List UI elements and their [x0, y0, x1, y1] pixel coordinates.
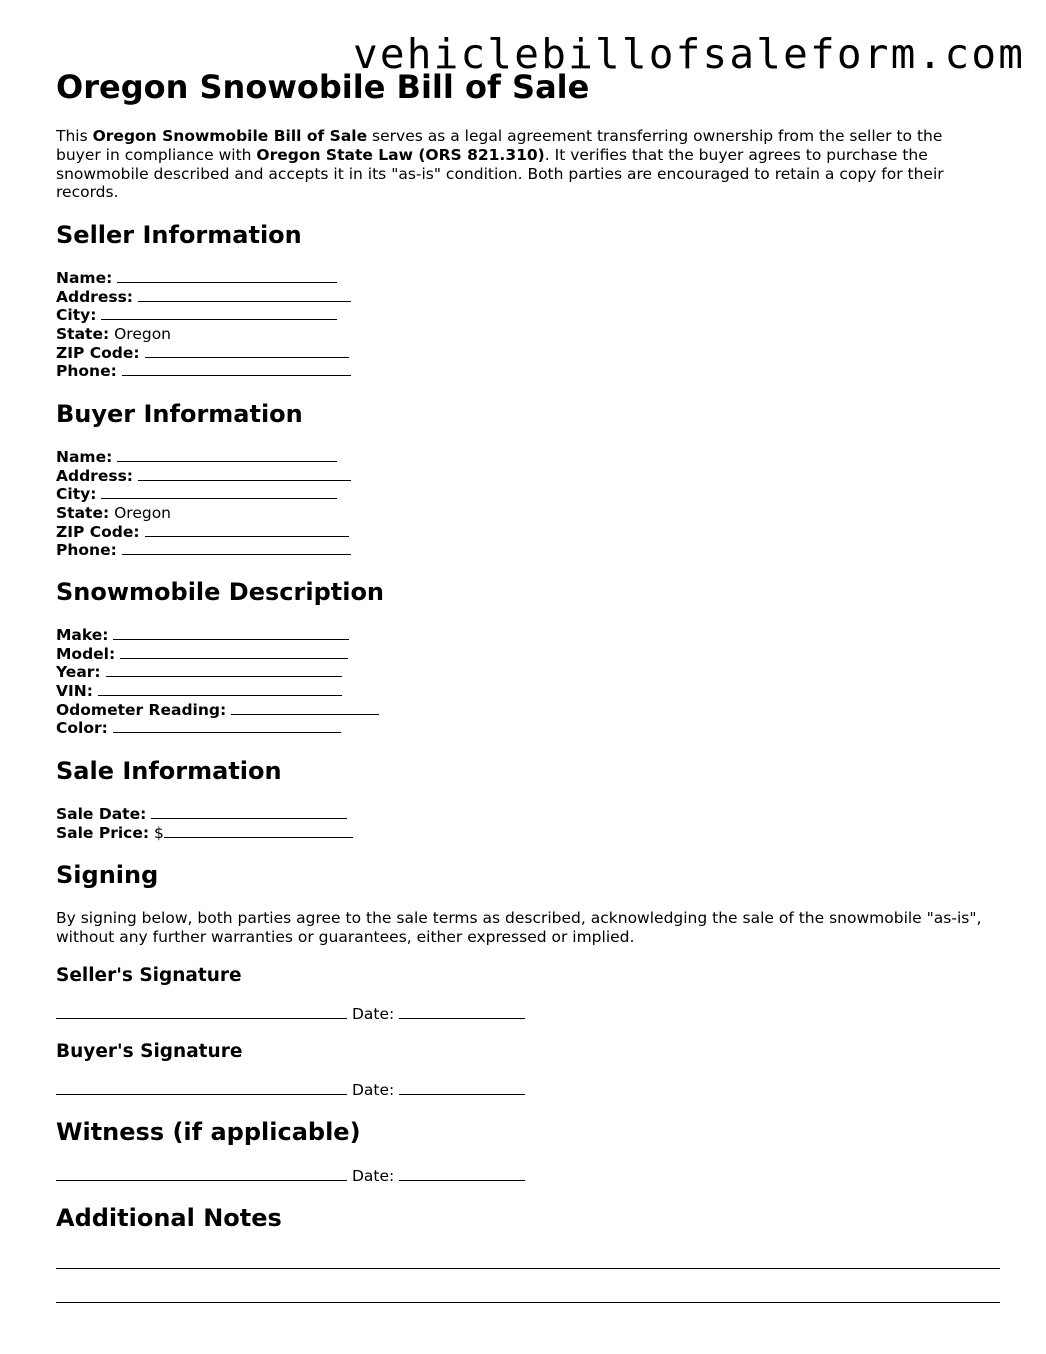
- make-field[interactable]: [113, 626, 349, 640]
- field-label: Make:: [56, 626, 109, 644]
- buyer-signature-heading: Buyer's Signature: [56, 1041, 243, 1062]
- color-row: [56, 719, 379, 738]
- field-label: City:: [56, 306, 97, 325]
- watermark: vehiclebillofsaleform.com: [353, 30, 1026, 78]
- field-label: Phone:: [56, 362, 117, 381]
- currency-symbol: $: [154, 823, 164, 842]
- model-field[interactable]: [120, 645, 348, 659]
- seller-fields: [56, 269, 351, 381]
- witness-date-field[interactable]: [399, 1166, 525, 1181]
- buyer-state-value: Oregon: [114, 504, 172, 523]
- vin-field[interactable]: [98, 682, 342, 696]
- seller-phone-field[interactable]: [122, 362, 351, 376]
- buyer-name-row: [56, 448, 351, 467]
- field-label: Name:: [56, 448, 113, 466]
- seller-date-field[interactable]: [399, 1004, 525, 1019]
- buyer-signature-row: [56, 1080, 525, 1100]
- sale-price-row: [56, 824, 353, 843]
- intro-bold-form-name: Oregon Snowmobile Bill of Sale: [92, 127, 368, 145]
- buyer-city-field[interactable]: [101, 485, 337, 499]
- sale-date-field[interactable]: [151, 805, 347, 819]
- color-field[interactable]: [113, 719, 341, 733]
- odometer-field[interactable]: [231, 701, 379, 715]
- description-heading: Snowmobile Description: [56, 578, 385, 606]
- field-label: State:: [56, 325, 110, 344]
- odometer-row: [56, 701, 379, 720]
- buyer-name-field[interactable]: [117, 448, 337, 462]
- year-row: [56, 663, 379, 682]
- field-label: Year:: [56, 663, 101, 682]
- year-field[interactable]: [106, 663, 342, 677]
- sale-heading: Sale Information: [56, 757, 282, 785]
- vin-row: [56, 682, 379, 701]
- buyer-phone-row: [56, 541, 351, 560]
- buyer-zip-field[interactable]: [145, 523, 349, 537]
- buyer-zip-row: [56, 523, 351, 542]
- sale-price-field[interactable]: [164, 824, 353, 838]
- field-label: State:: [56, 504, 110, 523]
- seller-state-value: Oregon: [114, 325, 172, 344]
- seller-signature-row: [56, 1004, 525, 1024]
- intro-text: This: [56, 127, 93, 145]
- intro-paragraph: [56, 127, 986, 202]
- seller-city-field[interactable]: [101, 306, 337, 320]
- seller-heading: Seller Information: [56, 221, 302, 249]
- field-label: ZIP Code:: [56, 343, 140, 362]
- intro-text: . It verifies that the buyer agrees to purchase the snowmobile described and accepts it in its "as-is" condition. Both parties are encouraged to retain a copy for their records.: [56, 145, 944, 202]
- buyer-date-field[interactable]: [399, 1080, 525, 1095]
- buyer-phone-field[interactable]: [122, 541, 351, 555]
- notes-line-2[interactable]: [56, 1302, 1000, 1303]
- seller-address-field[interactable]: [138, 288, 351, 302]
- seller-state-row: [56, 325, 351, 344]
- buyer-address-row: [56, 467, 351, 486]
- field-label: Name:: [56, 269, 113, 287]
- field-label: Model:: [56, 644, 116, 663]
- sale-fields: [56, 805, 353, 842]
- seller-zip-field[interactable]: [145, 344, 349, 358]
- make-row: [56, 626, 379, 645]
- date-label: Date:: [351, 1081, 395, 1099]
- seller-zip-row: [56, 344, 351, 363]
- seller-signature-line[interactable]: [56, 1004, 347, 1019]
- seller-signature-heading: Seller's Signature: [56, 965, 242, 986]
- seller-name-field[interactable]: [117, 269, 337, 283]
- buyer-fields: [56, 448, 351, 560]
- notes-line-1[interactable]: [56, 1268, 1000, 1269]
- seller-phone-row: [56, 362, 351, 381]
- buyer-city-row: [56, 485, 351, 504]
- model-row: [56, 645, 379, 664]
- buyer-address-field[interactable]: [138, 467, 351, 481]
- date-label: Date:: [351, 1005, 395, 1023]
- buyer-heading: Buyer Information: [56, 400, 303, 428]
- seller-address-row: [56, 288, 351, 307]
- field-label: VIN:: [56, 682, 93, 701]
- field-label: City:: [56, 485, 97, 504]
- notes-heading: Additional Notes: [56, 1204, 282, 1232]
- date-label: Date:: [351, 1167, 395, 1185]
- signing-heading: Signing: [56, 861, 159, 889]
- field-label: Color:: [56, 719, 108, 738]
- witness-signature-row: [56, 1166, 525, 1186]
- witness-heading: Witness (if applicable): [56, 1118, 361, 1146]
- page-title: Oregon Snowobile Bill of Sale: [56, 68, 590, 106]
- witness-signature-line[interactable]: [56, 1166, 347, 1181]
- buyer-state-row: [56, 504, 351, 523]
- seller-city-row: [56, 306, 351, 325]
- sale-date-row: [56, 805, 353, 824]
- field-label: Address:: [56, 466, 133, 485]
- intro-text: serves as a legal agreement transferring ownership from the seller to the buyer in compliance with: [56, 127, 943, 164]
- field-label: ZIP Code:: [56, 522, 140, 541]
- field-label: Sale Price:: [56, 823, 150, 842]
- seller-name-row: [56, 269, 351, 288]
- intro-bold-law: Oregon State Law (ORS 821.310): [256, 145, 545, 164]
- field-label: Address:: [56, 287, 133, 306]
- buyer-signature-line[interactable]: [56, 1080, 347, 1095]
- signing-text: By signing below, both parties agree to the sale terms as described, acknowledging the sale of the snowmobile "as-is", without any further warranties or guarantees, either expressed or implied.: [56, 909, 982, 946]
- field-label: Odometer Reading:: [56, 700, 227, 719]
- description-fields: [56, 626, 379, 738]
- field-label: Sale Date:: [56, 805, 147, 823]
- field-label: Phone:: [56, 541, 117, 560]
